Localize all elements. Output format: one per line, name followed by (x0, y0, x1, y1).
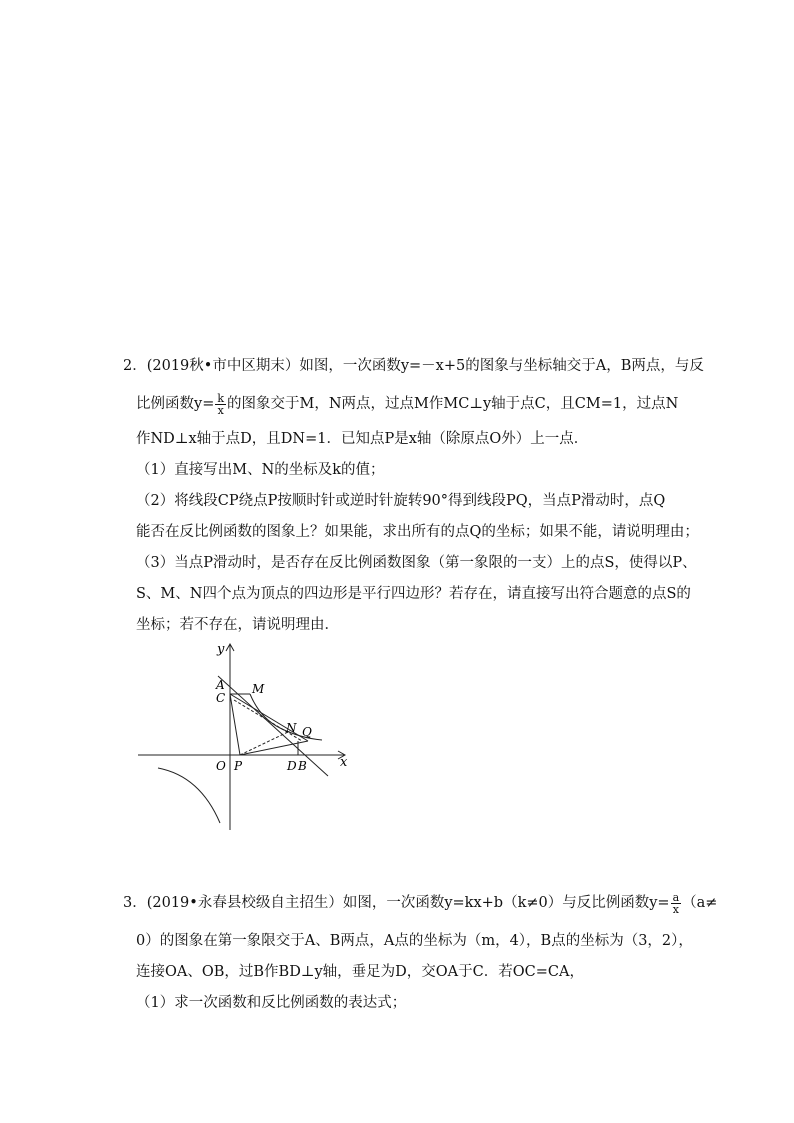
label-o: O (216, 759, 226, 773)
hyperbola-branch-3 (158, 768, 220, 823)
fraction-a-over-x (671, 892, 682, 915)
label-n: N (286, 721, 297, 735)
label-q: Q (302, 725, 312, 739)
fraction-numerator: k (217, 391, 225, 405)
fraction-numerator: a (672, 890, 680, 904)
problem-3-line-3: 连接OA、OB，过B作BD⊥y轴，垂足为D，交OA于C．若OC=CA， (136, 964, 584, 980)
problem-3-line-2: 0）的图象在第一象限交于A、B两点，A点的坐标为（m，4），B点的坐标为（3，2）， (136, 933, 693, 949)
label-y: y (217, 642, 225, 657)
problem-3-line-1 (123, 891, 717, 915)
problem-3-line-1-end: （a≠ (682, 895, 718, 911)
question-3-line-3: 坐标；若不存在，请说明理由． (136, 617, 339, 633)
geometry-figure (130, 638, 360, 838)
fraction-k-over-x (215, 393, 226, 416)
problem-2-line-2 (136, 392, 678, 416)
problem-2-line-2-end: 的图象交于M，N两点，过点M作MC⊥y轴于点C，且CM=1，过点N (227, 396, 679, 412)
question-3-line-1: （3）当点P滑动时，是否存在反比例函数图象（第一象限的一支）上的点S，使得以P、 (136, 555, 697, 571)
label-x: x (340, 755, 348, 770)
fraction-denominator: x (672, 902, 679, 916)
fraction-denominator: x (217, 403, 224, 417)
question-2-line-2: 能否在反比例函数的图象上？如果能，求出所有的点Q的坐标；如果不能，请说明理由； (136, 524, 699, 540)
question-2-line-1: （2）将线段CP绕点P按顺时针或逆时针旋转90°得到线段PQ，当点P滑动时，点Q (136, 493, 666, 509)
problem-3-line-1-start: 3．(2019•永春县校级自主招生）如图，一次函数y=kx+b（k≠0）与反比例函数y= (123, 895, 670, 911)
label-b: B (298, 759, 307, 773)
problem-3-question-1: （1）求一次函数和反比例函数的表达式； (136, 995, 407, 1011)
label-a: A (216, 678, 225, 692)
question-3-line-2: S、M、N四个点为顶点的四边形是平行四边形？若存在，请直接写出符合题意的点S的 (136, 586, 691, 602)
label-m: M (252, 682, 265, 696)
label-p: P (234, 759, 243, 773)
problem-2-line-3: 作ND⊥x轴于点D，且DN=1．已知点P是x轴（除原点O外）上一点． (136, 431, 589, 447)
problem-2-line-1: 2．(2019秋•市中区期末）如图，一次函数y=－x+5的图象与坐标轴交于A，B两点，与反 (123, 358, 704, 374)
label-c: C (216, 691, 226, 705)
question-1: （1）直接写出M、N的坐标及k的值； (136, 462, 385, 478)
dashed-line-2 (240, 731, 290, 755)
label-d: D (287, 759, 297, 773)
problem-2-line-2-start: 比例函数y= (136, 396, 215, 412)
